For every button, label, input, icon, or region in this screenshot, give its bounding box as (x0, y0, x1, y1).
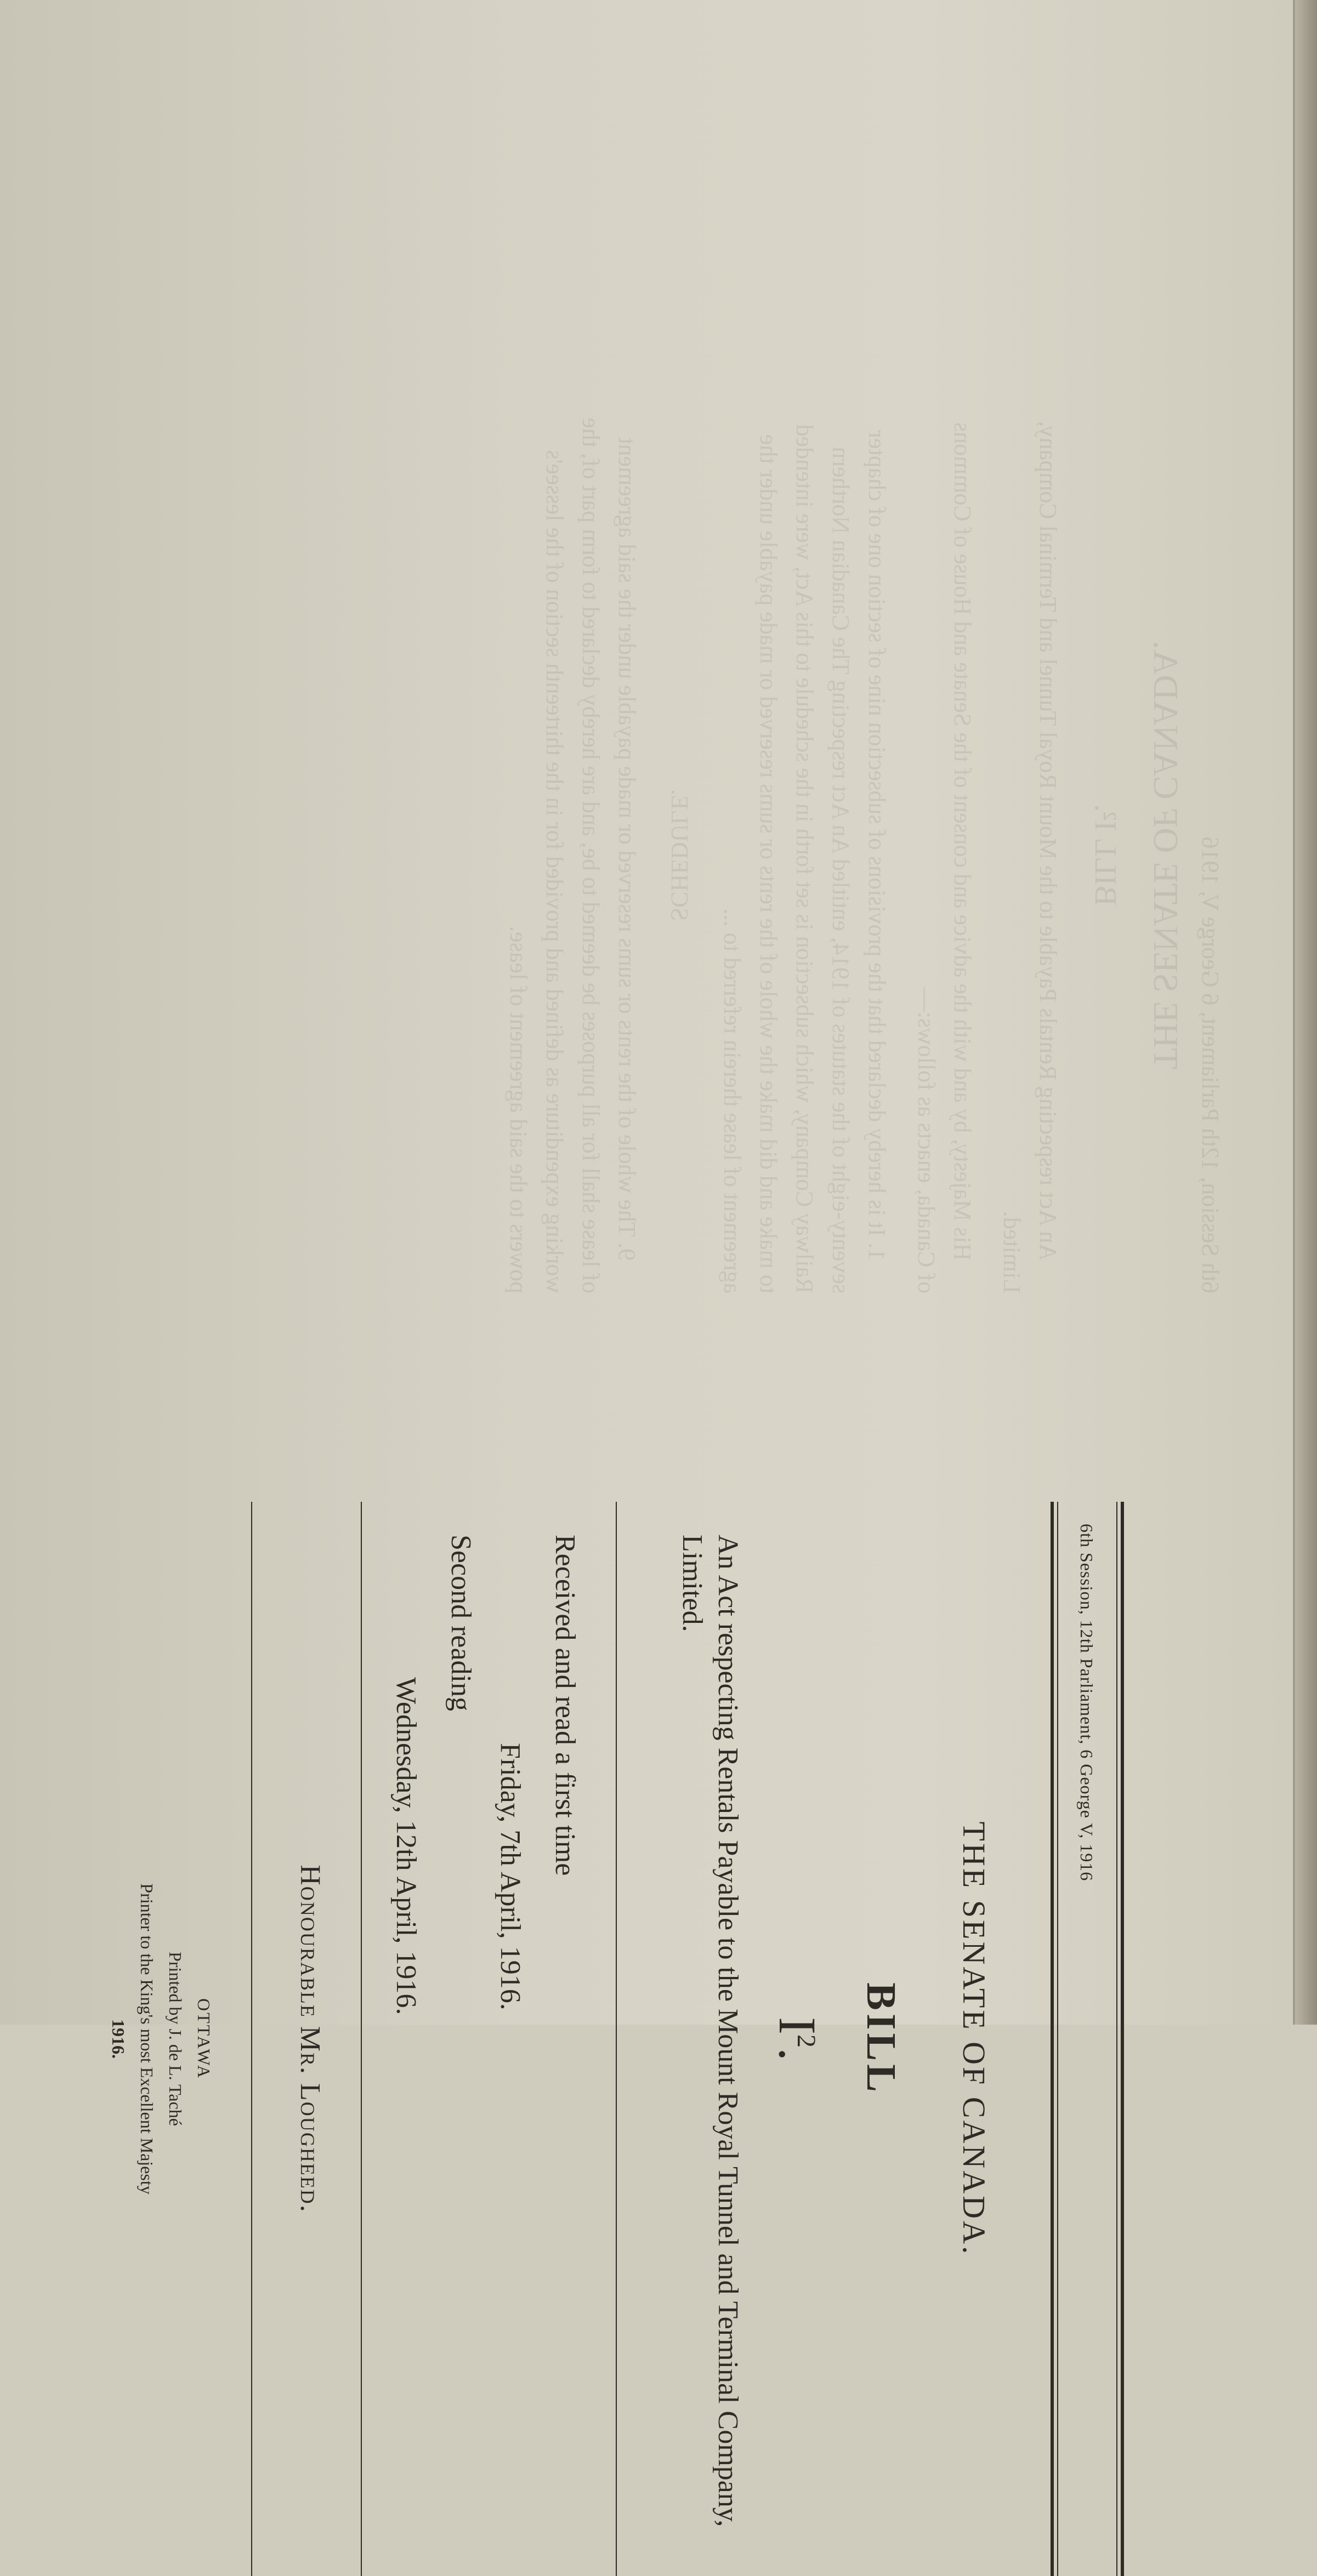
bleed-header: 6th Session, 12th Parliament, 6 George V, 1916 (1197, 836, 1224, 1293)
page-edge-line (1293, 0, 1295, 2025)
bill-backer (0, 1502, 1097, 2576)
bleed-schedule-text: 9. The whole of the rents or sums reserved or made payable under the said agreement of lease shall for all purposes be deemed to be, and are hereby declared to form part of, the working expenditure as defined and provided for in the thirteenth section of the lessee's powers to the said agreement of lease. (505, 417, 640, 1293)
second-reading-date: Wednesday, 12th April, 1916. (390, 1677, 422, 2015)
imprint-printer: Printed by J. de L. Taché (166, 1952, 185, 2126)
bleed-schedule: SCHEDULE. (666, 789, 693, 921)
first-reading-date: Friday, 7th April, 1916. (495, 1743, 526, 2010)
bleed-section1: 1. It is hereby declared that the provisions of subsection nine of section one of chapter seventy-eight of the statutes of 1914, entitled An Act respecting The Canadian Northern Railway Company, which subsection is set forth in the schedule to this Act, were intended to make and did make the whole of the rents or sums reserved or made payable under the agreement of lease therein referred to ... (719, 424, 890, 1293)
act-title: An Act respecting Rentals Payable to the Mount Royal Tunnel and Terminal Company, Limited. (677, 1535, 743, 2527)
top-rule-thin (1116, 1502, 1117, 2576)
bill-superscript: 2 (792, 2034, 821, 2048)
top-rule (1121, 1502, 1124, 2576)
page-edge (1295, 0, 1317, 2025)
sponsor-rule (251, 1502, 252, 2576)
bill-heading: BILL (858, 1982, 904, 2095)
second-reading-line: Second reading (445, 1535, 476, 1712)
session-line: 6th Session, 12th Parliament, 6 George V, 1916 (1077, 1524, 1097, 1882)
bleed-bill: BILL I². (1088, 804, 1122, 906)
bill-number (767, 1502, 828, 2576)
bleed-through-text (132, 417, 1228, 1293)
session-rule (1057, 1502, 1058, 2576)
bleed-title: THE SENATE OF CANADA. (1146, 640, 1185, 1070)
imprint-title: Printer to the King's most Excellent Majesty (137, 1883, 157, 2195)
bleed-enact: His Majesty, by and with the advice and consent of the Senate and House of Commons of Canada, enacts as follows:— (913, 422, 976, 1293)
imprint-city: OTTAWA (194, 1998, 214, 2079)
senate-heading: THE SENATE OF CANADA. (956, 1821, 992, 2256)
dates-rule (361, 1502, 362, 2576)
bill-letter: I (768, 2017, 827, 2034)
session-rule-thick (1051, 1502, 1054, 2576)
bill-dot: . (768, 2047, 827, 2061)
imprint-year: 1916. (109, 2019, 128, 2059)
act-rule (616, 1502, 617, 2576)
sponsor-name: Honourable Mr. Lougheed. (294, 1865, 326, 2213)
received-line: Received and read a first time (549, 1535, 581, 1876)
bleed-act: An Act respecting Rentals Payable to the Mount Royal Tunnel and Terminal Company, Limited. (998, 421, 1061, 1293)
